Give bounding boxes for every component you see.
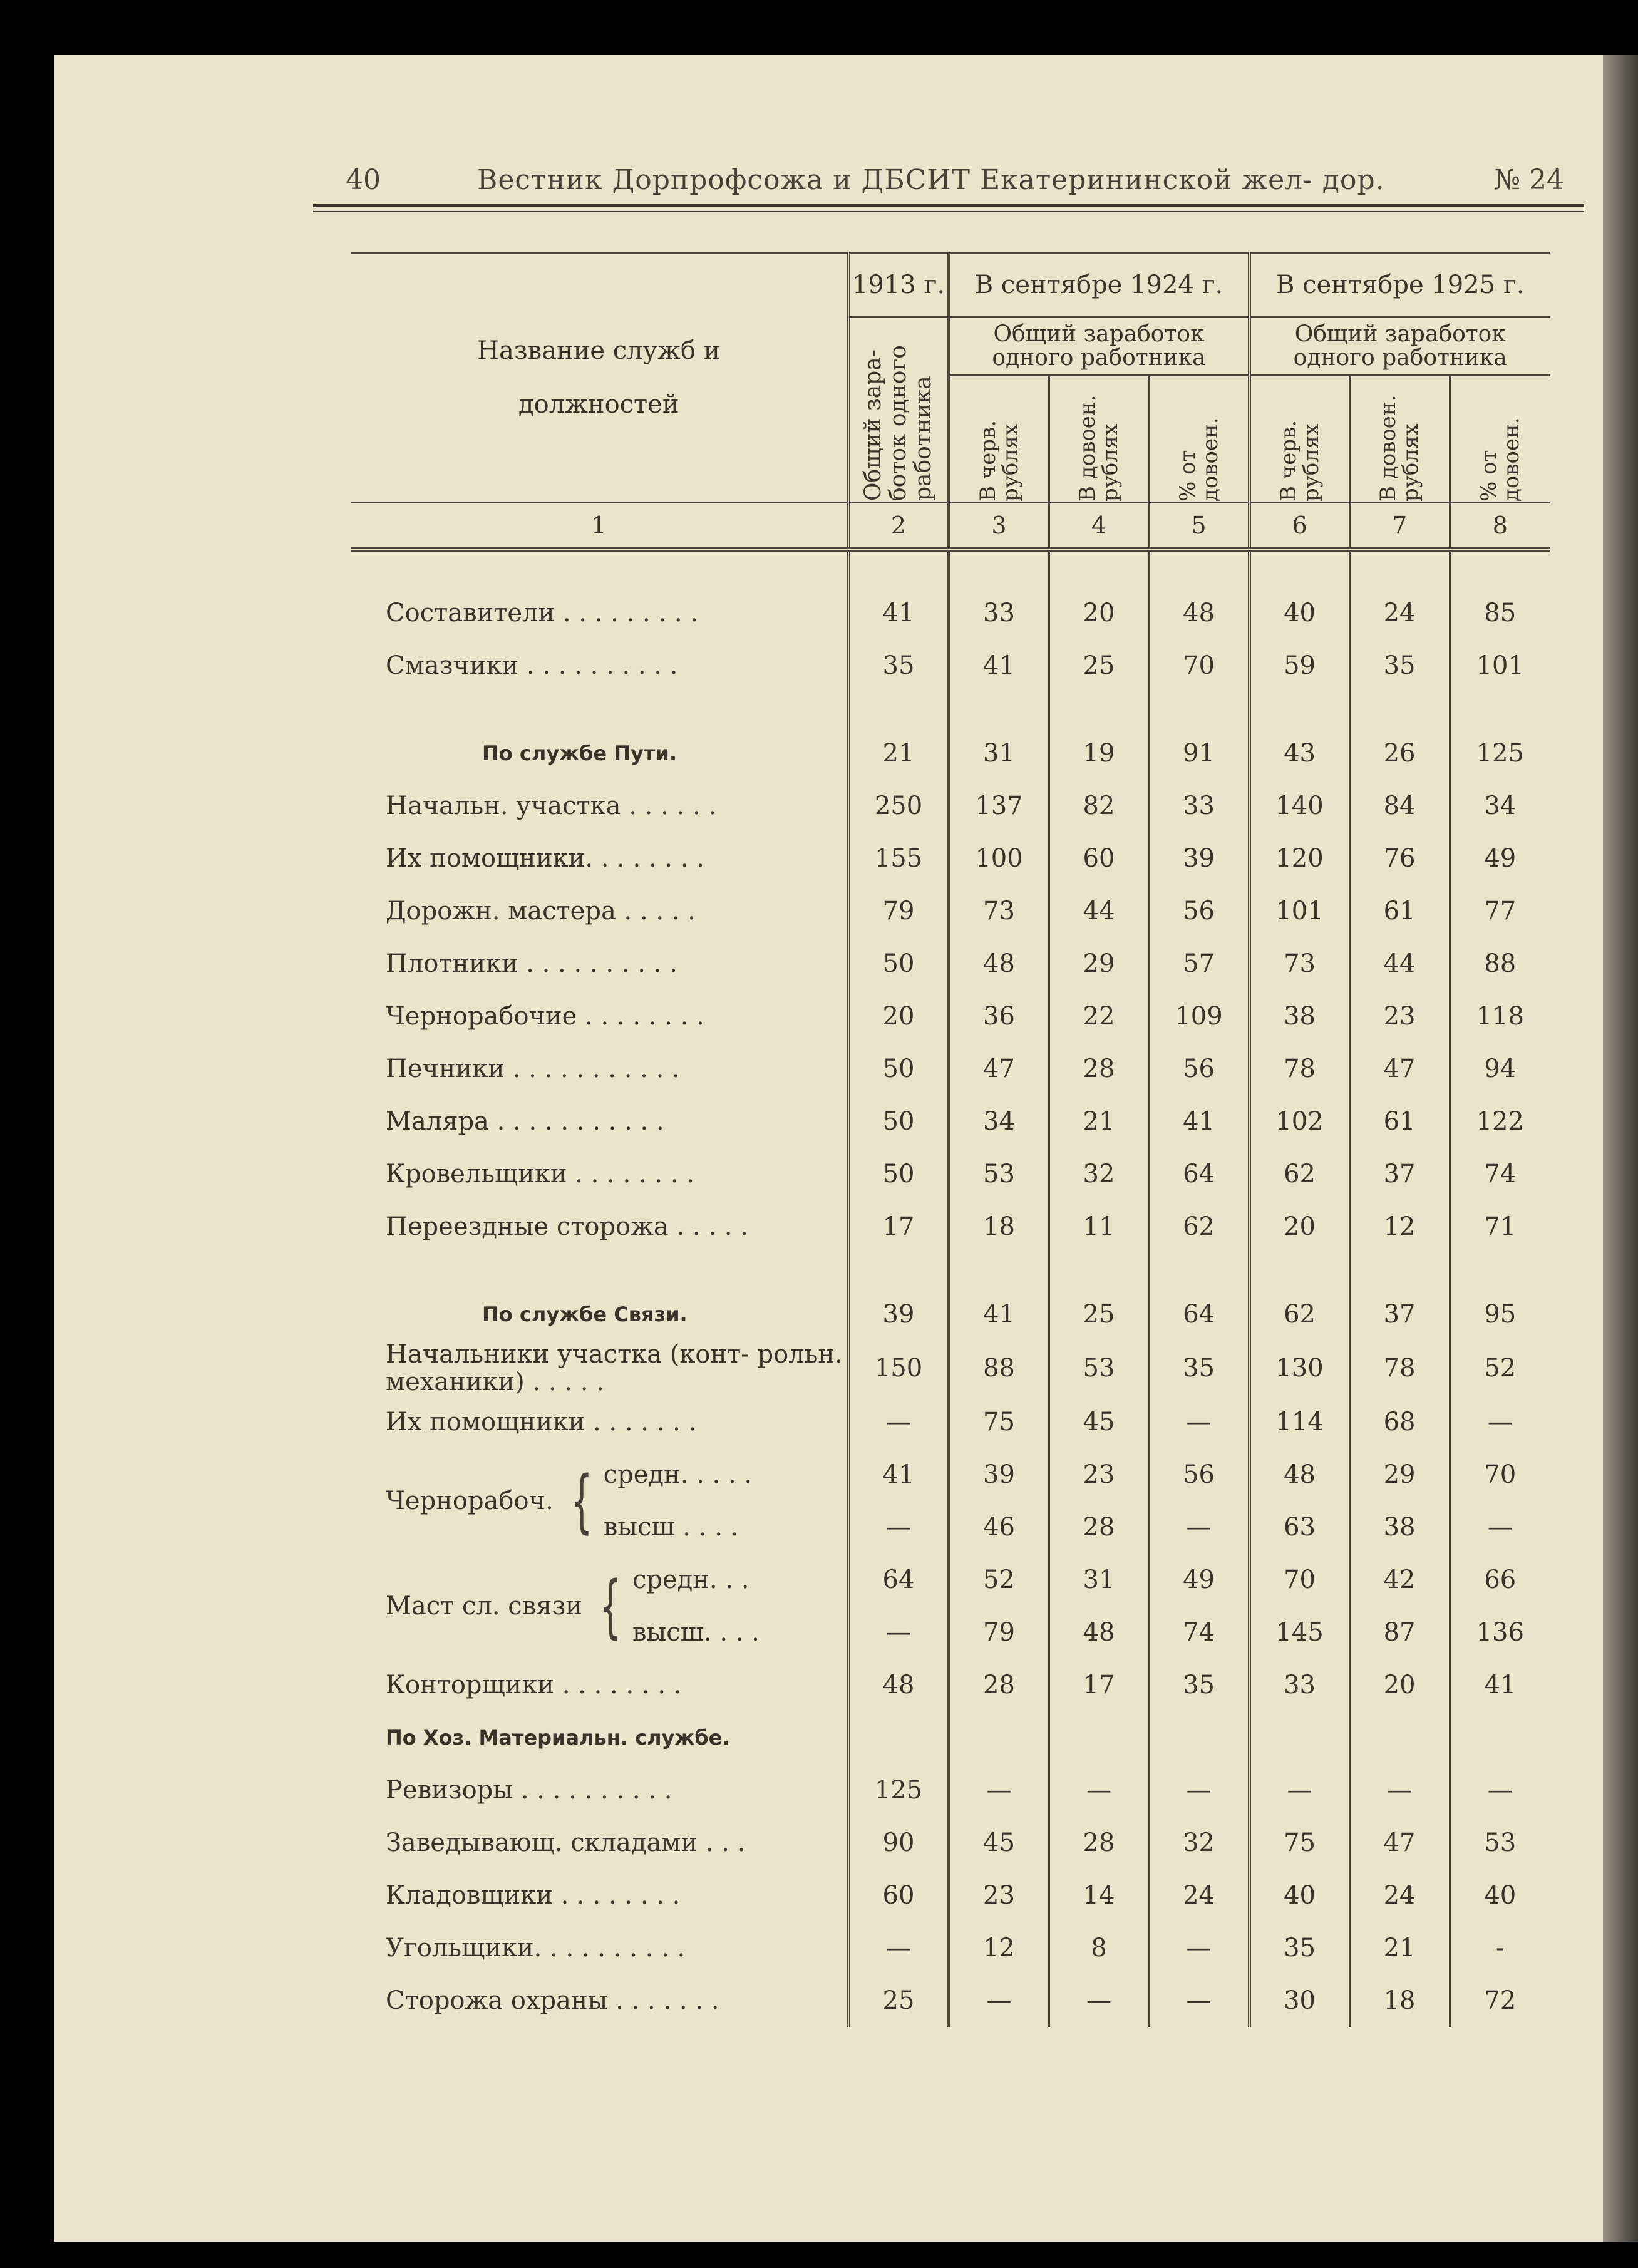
table-row [351, 727, 1550, 780]
cell-col-5: 57 [1149, 937, 1249, 990]
cell-col-6 [1249, 1711, 1349, 1764]
cell-col-4: 25 [1049, 639, 1149, 692]
cell-col-3: 41 [949, 639, 1049, 692]
spacer-cell [848, 1253, 949, 1288]
cell-col-4: 28 [1049, 1817, 1149, 1869]
row-label: Дорожн. мастера . . . . . [386, 897, 696, 925]
cell-col-8: 88 [1450, 937, 1550, 990]
cell-col-8: 72 [1450, 1974, 1550, 2027]
cell-col-2: 39 [848, 1288, 949, 1341]
cell-col-2: 50 [848, 1148, 949, 1200]
row-label: Конторщики . . . . . . . . [386, 1671, 682, 1699]
cell-col-8: 66 [1450, 1554, 1550, 1606]
row-label: Угольщики. . . . . . . . . . [386, 1934, 686, 1962]
cell-col-8: 122 [1450, 1095, 1550, 1148]
cell-col-6: 30 [1249, 1974, 1349, 2027]
cell-col-3: 75 [949, 1396, 1049, 1448]
cell-col-7: 61 [1349, 885, 1450, 937]
cell-col-3: 41 [949, 1288, 1049, 1341]
cell-col-5: 64 [1149, 1148, 1249, 1200]
cell-col-4: 17 [1049, 1659, 1149, 1711]
cell-col-6: 48 [1249, 1448, 1349, 1501]
header-earnings-1913: Общий зара- боток одного работника [848, 317, 949, 503]
cell-col-6: 78 [1249, 1043, 1349, 1095]
cell-col-4: 19 [1049, 727, 1149, 780]
cell-col-4: — [1049, 1974, 1149, 2027]
cell-col-3: 23 [949, 1869, 1049, 1922]
spacer-cell [1149, 550, 1249, 587]
table-row [351, 1148, 1550, 1200]
cell-col-8: 74 [1450, 1148, 1550, 1200]
cell-col-7: 61 [1349, 1095, 1450, 1148]
cell-col-6: 62 [1249, 1148, 1349, 1200]
cell-col-4: 53 [1049, 1341, 1149, 1396]
spacer-cell [1149, 692, 1249, 727]
cell-col-6: 20 [1249, 1200, 1349, 1253]
header-rule-thin [313, 211, 1584, 212]
cell-col-7: 24 [1349, 587, 1450, 639]
cell-col-3: — [949, 1764, 1049, 1817]
brace-group [351, 1554, 848, 1659]
cell-col-7: — [1349, 1764, 1450, 1817]
spacer-cell [949, 692, 1049, 727]
spacer-cell [1049, 550, 1149, 587]
header-1913: 1913 г. [848, 253, 949, 317]
cell-col-8: 71 [1450, 1200, 1550, 1253]
section-label: По Хоз. Материальн. службе. [386, 1726, 730, 1750]
table-row [351, 1764, 1550, 1817]
cell-col-6: 40 [1249, 1869, 1349, 1922]
brace-label: Маст сл. связи [386, 1592, 582, 1621]
table-row [351, 1817, 1550, 1869]
cell-col-5: 109 [1149, 990, 1249, 1043]
cell-col-4: 48 [1049, 1606, 1149, 1659]
section-label: По службе Связи. [482, 1302, 688, 1326]
cell-col-7: 26 [1349, 727, 1450, 780]
spacer-cell [351, 692, 848, 727]
cell-col-2: 79 [848, 885, 949, 937]
cell-col-2: 41 [848, 1448, 949, 1501]
brace-label: Чернорабоч. [386, 1487, 554, 1515]
cell-col-3: 100 [949, 832, 1049, 885]
spacer-cell [351, 1253, 848, 1288]
row-label: Печники . . . . . . . . . . . [386, 1054, 680, 1083]
cell-col-3: 53 [949, 1148, 1049, 1200]
cell-col-6: — [1249, 1764, 1349, 1817]
cell-col-3: 73 [949, 885, 1049, 937]
cell-col-3: 48 [949, 937, 1049, 990]
cell-col-3: 79 [949, 1606, 1049, 1659]
cell-col-4: — [1049, 1764, 1149, 1817]
cell-col-8: 34 [1450, 780, 1550, 832]
cell-col-6: 38 [1249, 990, 1349, 1043]
cell-col-2: 50 [848, 1043, 949, 1095]
cell-col-2: 155 [848, 832, 949, 885]
cell-col-7: 68 [1349, 1396, 1450, 1448]
table-row [351, 1095, 1550, 1148]
cell-col-4: 11 [1049, 1200, 1149, 1253]
brace-icon: { [599, 1566, 622, 1646]
cell-col-6: 73 [1249, 937, 1349, 990]
row-label: Плотники . . . . . . . . . . [386, 949, 677, 978]
cell-col-3: — [949, 1974, 1049, 2027]
cell-col-6: 75 [1249, 1817, 1349, 1869]
cell-col-4: 8 [1049, 1922, 1149, 1974]
cell-col-5: 49 [1149, 1554, 1249, 1606]
cell-col-2: 48 [848, 1659, 949, 1711]
row-label: Переездные сторожа . . . . . [386, 1212, 748, 1241]
cell-col-5: 48 [1149, 587, 1249, 639]
cell-col-3: 12 [949, 1922, 1049, 1974]
cell-col-5: — [1149, 1974, 1249, 2027]
table-row [351, 990, 1550, 1043]
cell-col-5: 62 [1149, 1200, 1249, 1253]
spacer-cell [1450, 550, 1550, 587]
spacer-cell [848, 550, 949, 587]
cell-col-3: 39 [949, 1448, 1049, 1501]
cell-col-2: 17 [848, 1200, 949, 1253]
cell-col-2: 125 [848, 1764, 949, 1817]
table-row [351, 1554, 1550, 1606]
col-num-4: 4 [1049, 503, 1149, 550]
brace-icon: { [570, 1461, 593, 1541]
header-sep-1925: В сентябре 1925 г. [1249, 253, 1550, 317]
issue-number: № 24 [1494, 164, 1564, 196]
cell-col-2: 20 [848, 990, 949, 1043]
row-label: Сторожа охраны . . . . . . . [386, 1986, 719, 2015]
cell-col-5: 35 [1149, 1659, 1249, 1711]
cell-col-2: 50 [848, 937, 949, 990]
cell-col-5: 35 [1149, 1341, 1249, 1396]
cell-col-3: 137 [949, 780, 1049, 832]
table-row [351, 1659, 1550, 1711]
spacer-cell [1349, 550, 1450, 587]
row-label: Начальн. участка . . . . . . [386, 791, 717, 820]
cell-col-8: — [1450, 1501, 1550, 1554]
brace-group [351, 1448, 848, 1554]
cell-col-5: 70 [1149, 639, 1249, 692]
row-label: Кровельщики . . . . . . . . [386, 1160, 694, 1188]
header-cherv-1925: В черв. рублях [1249, 376, 1349, 503]
spacer-cell [351, 550, 848, 587]
cell-col-3: 88 [949, 1341, 1049, 1396]
table-row [351, 832, 1550, 885]
spacer-cell [1049, 692, 1149, 727]
cell-col-2: — [848, 1606, 949, 1659]
binding-shadow [1603, 55, 1638, 2242]
spacer-cell [1349, 1253, 1450, 1288]
cell-col-6: 130 [1249, 1341, 1349, 1396]
cell-col-4: 21 [1049, 1095, 1149, 1148]
cell-col-2: — [848, 1396, 949, 1448]
cell-col-2 [848, 1711, 949, 1764]
table-row [351, 1396, 1550, 1448]
table-row [351, 587, 1550, 639]
cell-col-8: — [1450, 1396, 1550, 1448]
cell-col-6: 70 [1249, 1554, 1349, 1606]
cell-col-5: — [1149, 1764, 1249, 1817]
cell-col-4: 25 [1049, 1288, 1149, 1341]
cell-col-7: 12 [1349, 1200, 1450, 1253]
spacer-cell [1249, 550, 1349, 587]
cell-col-6: 63 [1249, 1501, 1349, 1554]
table-row [351, 1448, 1550, 1501]
cell-col-6: 62 [1249, 1288, 1349, 1341]
cell-col-8: 77 [1450, 885, 1550, 937]
spacer-cell [848, 692, 949, 727]
cell-col-6: 120 [1249, 832, 1349, 885]
cell-col-5: 32 [1149, 1817, 1249, 1869]
cell-col-7: 84 [1349, 780, 1450, 832]
cell-col-4 [1049, 1711, 1149, 1764]
cell-col-5: 56 [1149, 885, 1249, 937]
cell-col-5: 56 [1149, 1043, 1249, 1095]
cell-col-2: 41 [848, 587, 949, 639]
col-num-3: 3 [949, 503, 1049, 550]
cell-col-7: 37 [1349, 1148, 1450, 1200]
cell-col-4: 60 [1049, 832, 1149, 885]
cell-col-8: - [1450, 1922, 1550, 1974]
col-num-1: 1 [351, 503, 848, 550]
cell-col-3: 18 [949, 1200, 1049, 1253]
row-label: Их помощники . . . . . . . [386, 1408, 697, 1436]
cell-col-5: — [1149, 1396, 1249, 1448]
spacer-row [351, 692, 1550, 727]
row-label: Смазчики . . . . . . . . . . [386, 651, 678, 680]
row-label: Ревизоры . . . . . . . . . . [386, 1776, 672, 1805]
table-row [351, 1341, 1550, 1396]
journal-title: Вестник Дорпрофсожа и ДБСИТ Екатерининской жел- дор. [477, 164, 1385, 196]
cell-col-4: 20 [1049, 587, 1149, 639]
row-label: Их помощники. . . . . . . . [386, 844, 704, 873]
brace-option: высш . . . . [603, 1513, 739, 1542]
spacer-cell [1249, 692, 1349, 727]
cell-col-6: 43 [1249, 727, 1349, 780]
cell-col-6: 101 [1249, 885, 1349, 937]
table-row [351, 1711, 1550, 1764]
cell-col-2: 150 [848, 1341, 949, 1396]
cell-col-7: 87 [1349, 1606, 1450, 1659]
cell-col-7: 47 [1349, 1043, 1450, 1095]
cell-col-4: 23 [1049, 1448, 1149, 1501]
cell-col-6: 59 [1249, 639, 1349, 692]
cell-col-3 [949, 1711, 1049, 1764]
col-num-7: 7 [1349, 503, 1450, 550]
cell-col-5 [1149, 1711, 1249, 1764]
spacer-cell [1450, 692, 1550, 727]
cell-col-7 [1349, 1711, 1450, 1764]
cell-col-3: 45 [949, 1817, 1049, 1869]
cell-col-6: 33 [1249, 1659, 1349, 1711]
cell-col-7: 21 [1349, 1922, 1450, 1974]
cell-col-6: 140 [1249, 780, 1349, 832]
cell-col-7: 38 [1349, 1501, 1450, 1554]
cell-col-7: 44 [1349, 937, 1450, 990]
cell-col-2: 64 [848, 1554, 949, 1606]
brace-option: средн. . . [632, 1565, 749, 1594]
row-label: Заведывающ. складами . . . [386, 1828, 746, 1857]
cell-col-5: — [1149, 1501, 1249, 1554]
col-num-6: 6 [1249, 503, 1349, 550]
cell-col-8: 118 [1450, 990, 1550, 1043]
page-number: 40 [346, 164, 381, 196]
brace-option: высш. . . . [632, 1618, 760, 1647]
spacer-cell [1450, 1253, 1550, 1288]
table-row [351, 780, 1550, 832]
cell-col-7: 47 [1349, 1817, 1450, 1869]
table-row [351, 1869, 1550, 1922]
cell-col-4: 14 [1049, 1869, 1149, 1922]
cell-col-8: 53 [1450, 1817, 1550, 1869]
cell-col-8: 95 [1450, 1288, 1550, 1341]
section-label: По службе Пути. [482, 741, 677, 765]
cell-col-8: 70 [1450, 1448, 1550, 1501]
header-earnings-1925: Общий заработок одного работника [1249, 317, 1550, 376]
table-row [351, 937, 1550, 990]
cell-col-6: 145 [1249, 1606, 1349, 1659]
cell-col-8: 125 [1450, 727, 1550, 780]
cell-col-3: 34 [949, 1095, 1049, 1148]
cell-col-2: 25 [848, 1974, 949, 2027]
cell-col-3: 47 [949, 1043, 1049, 1095]
cell-col-5: 39 [1149, 832, 1249, 885]
cell-col-8 [1450, 1711, 1550, 1764]
cell-col-2: — [848, 1501, 949, 1554]
spacer-row [351, 1253, 1550, 1288]
cell-col-7: 29 [1349, 1448, 1450, 1501]
cell-col-4: 29 [1049, 937, 1149, 990]
cell-col-8: 41 [1450, 1659, 1550, 1711]
row-label: Начальники участка (конт- рольн. механики) . . . . . [386, 1341, 843, 1396]
col-num-2: 2 [848, 503, 949, 550]
spacer-cell [1349, 692, 1450, 727]
cell-col-8: 101 [1450, 639, 1550, 692]
row-label: Чернорабочие . . . . . . . . [386, 1002, 704, 1031]
wages-table [351, 252, 1550, 2027]
spacer-cell [1049, 1253, 1149, 1288]
table-row [351, 885, 1550, 937]
cell-col-7: 37 [1349, 1288, 1450, 1341]
spacer-cell [1249, 1253, 1349, 1288]
cell-col-7: 24 [1349, 1869, 1450, 1922]
cell-col-8: 136 [1450, 1606, 1550, 1659]
cell-col-6: 40 [1249, 587, 1349, 639]
spacer-cell [949, 550, 1049, 587]
header-cherv-1924: В черв. рублях [949, 376, 1049, 503]
cell-col-7: 35 [1349, 639, 1450, 692]
cell-col-8: — [1450, 1764, 1550, 1817]
table-row [351, 1043, 1550, 1095]
cell-col-6: 114 [1249, 1396, 1349, 1448]
running-header [294, 164, 1572, 202]
header-pct-1925: % от довоен. [1450, 376, 1550, 503]
header-sep-1924: В сентябре 1924 г. [949, 253, 1249, 317]
cell-col-7: 23 [1349, 990, 1450, 1043]
cell-col-2: — [848, 1922, 949, 1974]
cell-col-6: 102 [1249, 1095, 1349, 1148]
cell-col-5: 24 [1149, 1869, 1249, 1922]
cell-col-8: 85 [1450, 587, 1550, 639]
brace-option: средн. . . . . [603, 1460, 753, 1489]
table-row [351, 1922, 1550, 1974]
cell-col-6: 35 [1249, 1922, 1349, 1974]
cell-col-7: 18 [1349, 1974, 1450, 2027]
cell-col-4: 31 [1049, 1554, 1149, 1606]
cell-col-8: 49 [1450, 832, 1550, 885]
cell-col-3: 52 [949, 1554, 1049, 1606]
cell-col-7: 78 [1349, 1341, 1450, 1396]
row-label: Кладовщики . . . . . . . . [386, 1881, 681, 1910]
header-pct-1924: % от довоен. [1149, 376, 1249, 503]
cell-col-3: 36 [949, 990, 1049, 1043]
spacer-cell [949, 1253, 1049, 1288]
col-num-8: 8 [1450, 503, 1550, 550]
row-label: Маляра . . . . . . . . . . . [386, 1107, 664, 1136]
cell-col-2: 21 [848, 727, 949, 780]
header-earnings-1924: Общий заработок одного работника [949, 317, 1249, 376]
row-label: Составители . . . . . . . . . [386, 599, 698, 627]
cell-col-4: 32 [1049, 1148, 1149, 1200]
cell-col-4: 44 [1049, 885, 1149, 937]
cell-col-4: 45 [1049, 1396, 1149, 1448]
cell-col-7: 20 [1349, 1659, 1450, 1711]
header-dovoen-1924: В довоен. рублях [1049, 376, 1149, 503]
col-num-5: 5 [1149, 503, 1249, 550]
header-dovoen-1925: В довоен. рублях [1349, 376, 1450, 503]
cell-col-8: 52 [1450, 1341, 1550, 1396]
header-rule [313, 204, 1584, 207]
cell-col-5: 41 [1149, 1095, 1249, 1148]
cell-col-5: — [1149, 1922, 1249, 1974]
cell-col-3: 31 [949, 727, 1049, 780]
cell-col-7: 76 [1349, 832, 1450, 885]
cell-col-8: 40 [1450, 1869, 1550, 1922]
cell-col-2: 60 [848, 1869, 949, 1922]
table-row [351, 1200, 1550, 1253]
cell-col-3: 46 [949, 1501, 1049, 1554]
cell-col-5: 64 [1149, 1288, 1249, 1341]
cell-col-4: 28 [1049, 1501, 1149, 1554]
cell-col-5: 74 [1149, 1606, 1249, 1659]
cell-col-4: 28 [1049, 1043, 1149, 1095]
table-row [351, 639, 1550, 692]
cell-col-5: 33 [1149, 780, 1249, 832]
cell-col-2: 90 [848, 1817, 949, 1869]
table-row [351, 1974, 1550, 2027]
cell-col-4: 22 [1049, 990, 1149, 1043]
cell-col-4: 82 [1049, 780, 1149, 832]
cell-col-7: 42 [1349, 1554, 1450, 1606]
spacer-row [351, 550, 1550, 587]
cell-col-8: 94 [1450, 1043, 1550, 1095]
cell-col-3: 33 [949, 587, 1049, 639]
cell-col-5: 56 [1149, 1448, 1249, 1501]
spacer-cell [1149, 1253, 1249, 1288]
cell-col-5: 91 [1149, 727, 1249, 780]
cell-col-2: 250 [848, 780, 949, 832]
cell-col-2: 35 [848, 639, 949, 692]
cell-col-2: 50 [848, 1095, 949, 1148]
table-row [351, 1288, 1550, 1341]
header-name: Название служб и должностей [351, 253, 848, 503]
cell-col-3: 28 [949, 1659, 1049, 1711]
